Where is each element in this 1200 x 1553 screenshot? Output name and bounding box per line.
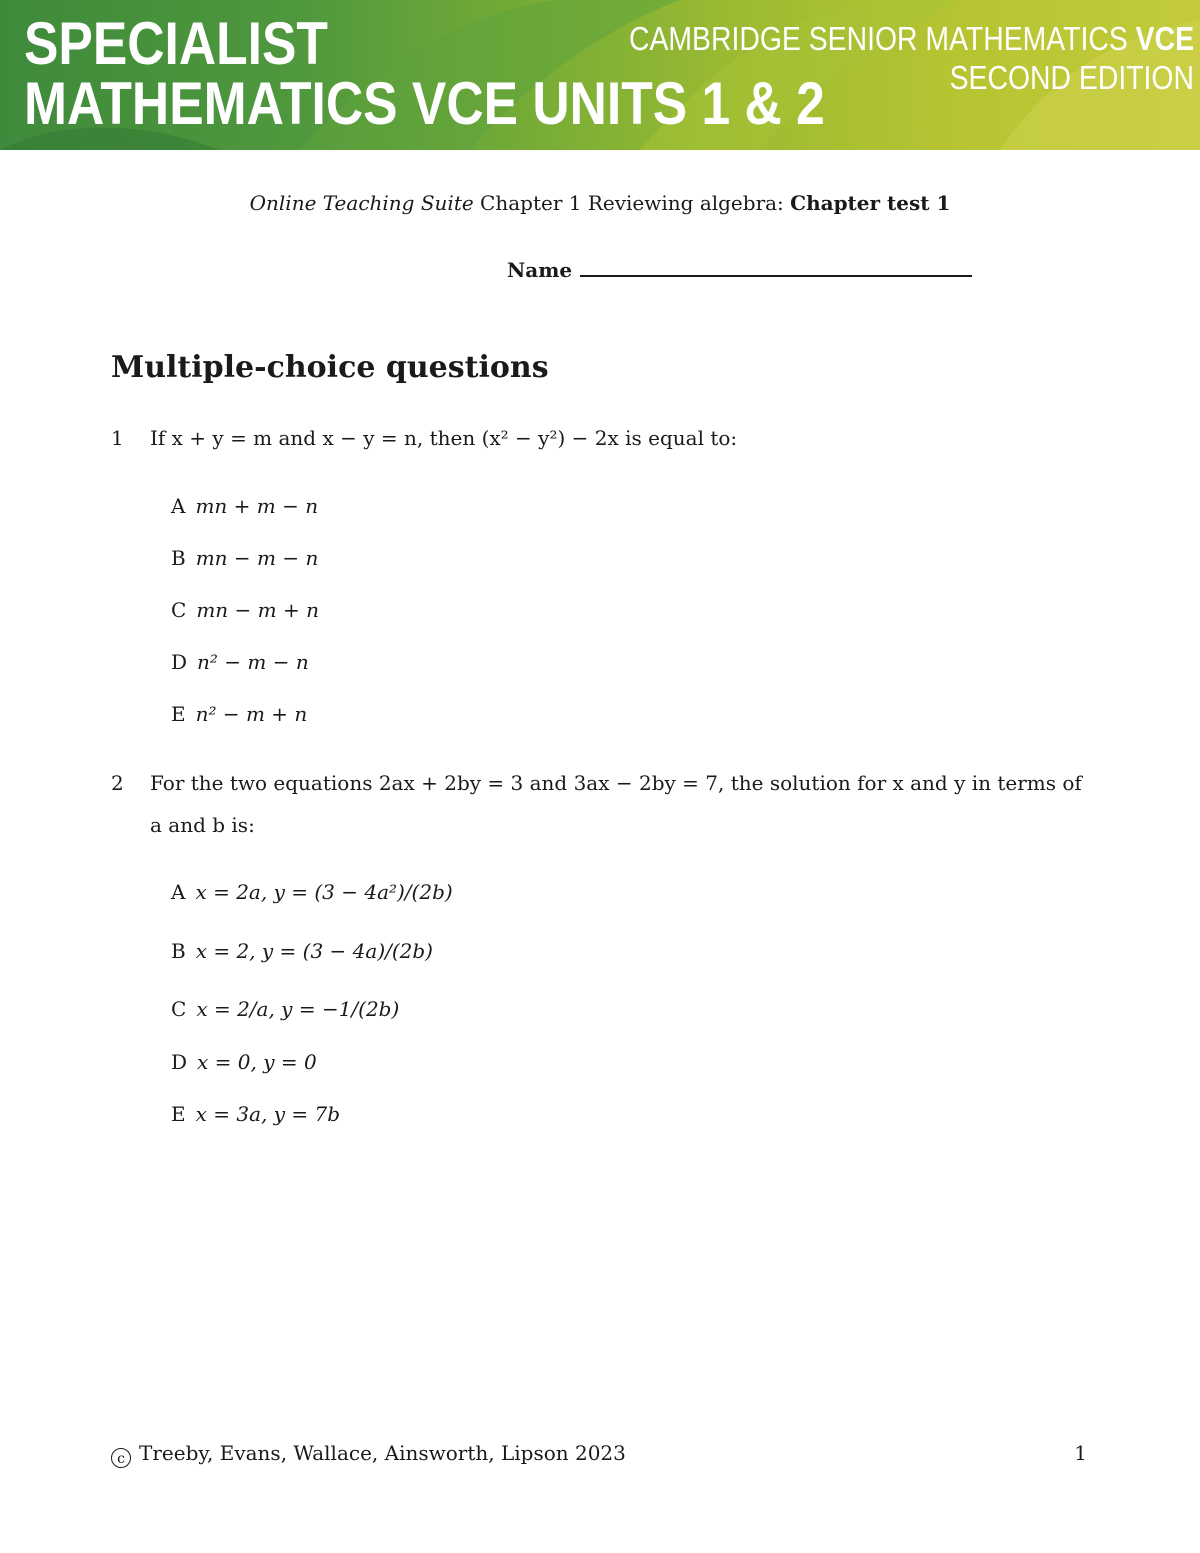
option-letter: B [171, 939, 186, 963]
header-banner [0, 0, 1200, 150]
option-letter: A [171, 880, 186, 904]
option-text: x = 3a, y = 7b [195, 1102, 341, 1126]
option-text: x = 0, y = 0 [197, 1050, 317, 1074]
option-item [171, 702, 307, 726]
option-item [171, 650, 309, 674]
question-stem-line2: a and b is: [150, 813, 255, 837]
option-letter: C [171, 997, 187, 1021]
option-letter: D [171, 650, 188, 674]
option-text: n² − m + n [195, 702, 308, 726]
section-title: Multiple-choice questions [111, 350, 549, 385]
option-letter: D [171, 1050, 188, 1074]
option-item [171, 546, 318, 570]
question-stem: If x + y = m and x − y = n, then (x² − y²) − 2x is equal to: [150, 426, 738, 450]
option-item [171, 494, 318, 518]
option-letter: A [171, 494, 186, 518]
option-text: n² − m − n [197, 650, 309, 674]
question-stem-line1: For the two equations 2ax + 2by = 3 and 3ax − 2by = 7, the solution for x and y in terms of [150, 771, 1082, 795]
series-suffix: VCE [1135, 20, 1194, 57]
series-label [537, 20, 1194, 97]
footer-copyright [111, 1441, 626, 1468]
name-blank-line [580, 259, 972, 277]
page-number: 1 [1074, 1441, 1087, 1465]
option-text: mn + m − n [195, 494, 319, 518]
option-letter: B [171, 546, 186, 570]
option-text: x = 2, y = (3 − 4a)/(2b) [195, 939, 433, 963]
option-letter: C [171, 598, 187, 622]
banner-title-line2: MATHEMATICS VCE UNITS 1 & 2 [24, 70, 825, 137]
banner-title-line1: SPECIALIST [24, 10, 328, 77]
footer-authors: Treeby, Evans, Wallace, Ainsworth, Lipson 2023 [139, 1441, 626, 1465]
edition-label: SECOND EDITION [949, 59, 1194, 96]
option-text: x = 2a, y = (3 − 4a²)/(2b) [195, 880, 453, 904]
option-item [171, 598, 319, 622]
option-item [171, 1050, 317, 1074]
suite-name: Online Teaching Suite [249, 191, 474, 215]
option-text: mn − m + n [196, 598, 319, 622]
option-item [171, 939, 433, 963]
chapter-name: Chapter 1 Reviewing algebra: [480, 191, 784, 215]
question-number: 2 [111, 771, 124, 795]
copyright-icon: c [111, 1448, 131, 1468]
option-text: mn − m − n [195, 546, 319, 570]
option-item [171, 1102, 340, 1126]
option-item [171, 880, 453, 904]
series-name: CAMBRIDGE SENIOR MATHEMATICS [628, 20, 1128, 57]
option-letter: E [171, 702, 186, 726]
document-subtitle [0, 191, 1200, 215]
option-text: x = 2/a, y = −1/(2b) [196, 997, 400, 1021]
test-name: Chapter test 1 [790, 191, 951, 215]
option-letter: E [171, 1102, 186, 1126]
question-number: 1 [111, 426, 124, 450]
name-field [507, 258, 972, 282]
option-item [171, 997, 399, 1021]
name-label: Name [507, 258, 573, 282]
